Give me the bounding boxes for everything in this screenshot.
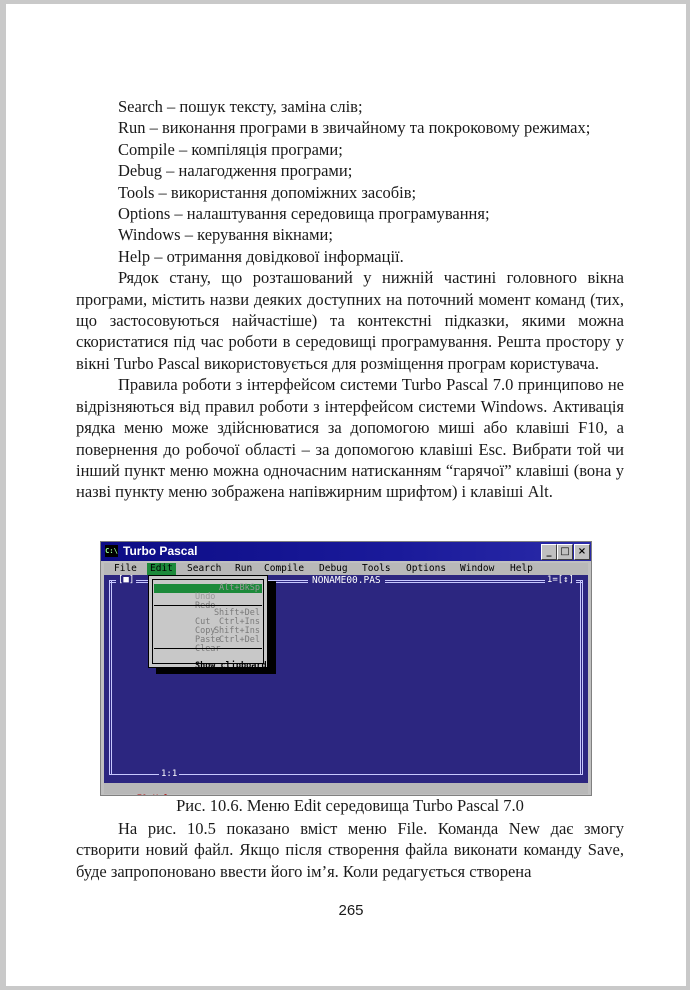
- editor-filename: NONAME00.PAS: [308, 575, 385, 586]
- app-icon: C:\: [105, 547, 118, 555]
- text-continuation: [76, 818, 624, 882]
- menu-item-redo[interactable]: [154, 593, 262, 611]
- list-item: Compile – компіляція програми;: [118, 139, 343, 159]
- menu-item-label: Clear: [194, 644, 221, 654]
- list-item: Options – налаштування середовища програмування;: [118, 204, 490, 224]
- menu-item-label: Undo: [194, 592, 216, 602]
- textbook-page: [6, 4, 686, 986]
- menu-edit[interactable]: Edit: [147, 563, 176, 575]
- close-button[interactable]: ×: [574, 544, 590, 560]
- editor-close-box[interactable]: [■]: [118, 575, 135, 585]
- menu-item-shortcut: Ctrl+Ins: [219, 617, 260, 627]
- menu-window[interactable]: Window: [460, 563, 495, 574]
- menu-item-label: Paste: [194, 635, 221, 645]
- window-titlebar: [101, 542, 591, 561]
- menu-item-label: Redo: [194, 601, 216, 611]
- menu-debug[interactable]: Debug: [319, 563, 348, 574]
- edit-menu-dropdown: [148, 575, 268, 671]
- list-item: Help – отримання довідкової інформації.: [118, 246, 404, 266]
- paragraph-file-menu: На рис. 10.5 показано вміст меню File. Команда New дає змогу створити новий файл. Якщо після створення файла виконати команду Save, буде запропоновано ввести його ім’я. Коли редагується створена: [76, 819, 624, 881]
- menu-item-shortcut: Shift+Ins: [213, 626, 260, 636]
- menu-item-label: Copy: [194, 626, 216, 636]
- status-bar: [104, 783, 588, 794]
- menu-item-shortcut: Shift+Del: [213, 608, 260, 618]
- page-number: 265: [338, 902, 364, 919]
- editor-frame-right: [580, 580, 583, 775]
- menu-help[interactable]: Help: [510, 563, 533, 574]
- menu-item-shortcut: Alt+BkSp: [219, 583, 260, 593]
- menu-item-clear[interactable]: [154, 635, 262, 654]
- cursor-position: 1:1: [161, 769, 178, 779]
- menu-separator: [154, 648, 262, 649]
- menu-item-undo[interactable]: [154, 583, 262, 602]
- menu-item-shortcut: Ctrl+Del: [219, 635, 260, 645]
- menu-tools[interactable]: Tools: [362, 563, 391, 574]
- list-item: Windows – керування вікнами;: [118, 225, 333, 245]
- menu-item-label: Cut: [194, 617, 211, 627]
- menu-item-label: Show clipboard: [194, 661, 267, 671]
- menu-compile[interactable]: Compile: [264, 563, 305, 574]
- editor-frame-left: [109, 580, 112, 775]
- menu-run[interactable]: Run: [235, 563, 253, 574]
- window-title: Turbo Pascal: [123, 544, 198, 558]
- list-item: Run – виконання програми в звичайному та покроковому режимах;: [118, 118, 591, 138]
- editor-frame-bottom: [109, 774, 583, 775]
- menu-search[interactable]: Search: [187, 563, 222, 574]
- figure-caption: Рис. 10.6. Меню Edit середовища Turbo Pascal 7.0: [176, 796, 524, 815]
- paragraph-status-bar: Рядок стану, що розташований у нижній частині головного вікна програми, містить назви деяких доступних на поточний момент команд (тих, що застосовуються найчастіше) та контекстні підказки, якими можна скористатися під час роботи в середовищі програмування. Решта простору у вікні Turbo Pascal використовується для розміщення програм користувача.: [76, 268, 624, 373]
- menu-description-list: [76, 96, 624, 503]
- menu-file[interactable]: File: [114, 563, 137, 574]
- menu-item-show-clipboard[interactable]: [154, 653, 267, 671]
- turbo-pascal-screenshot: [100, 541, 592, 796]
- menu-separator: [154, 605, 262, 606]
- maximize-button[interactable]: □: [557, 544, 573, 560]
- list-item: Tools – використання допоміжних засобів;: [118, 182, 417, 202]
- list-item: Debug – налагодження програми;: [118, 161, 353, 181]
- menu-bar: [104, 563, 588, 575]
- menu-options[interactable]: Options: [406, 563, 447, 574]
- list-item: Search – пошук тексту, заміна слів;: [118, 97, 363, 116]
- minimize-button[interactable]: _: [541, 544, 557, 560]
- editor-zoom-box[interactable]: 1=[↕]: [546, 575, 574, 585]
- paragraph-interface-rules: Правила роботи з інтерфейсом системи Turbo Pascal 7.0 принципово не відрізняються від правил роботи з інтерфейсом системи Windows. Активація рядка меню може здійснюватися за допомогою миші або клавіші F10, а повернення до робочої області – за допомогою клавіші Esc. Вибрати той чи інший пункт меню можна одночасним натисканням “гарячої” клавіші (вона у назві пункту меню зображена напівжирним шрифтом) і клавіші Alt.: [76, 375, 624, 502]
